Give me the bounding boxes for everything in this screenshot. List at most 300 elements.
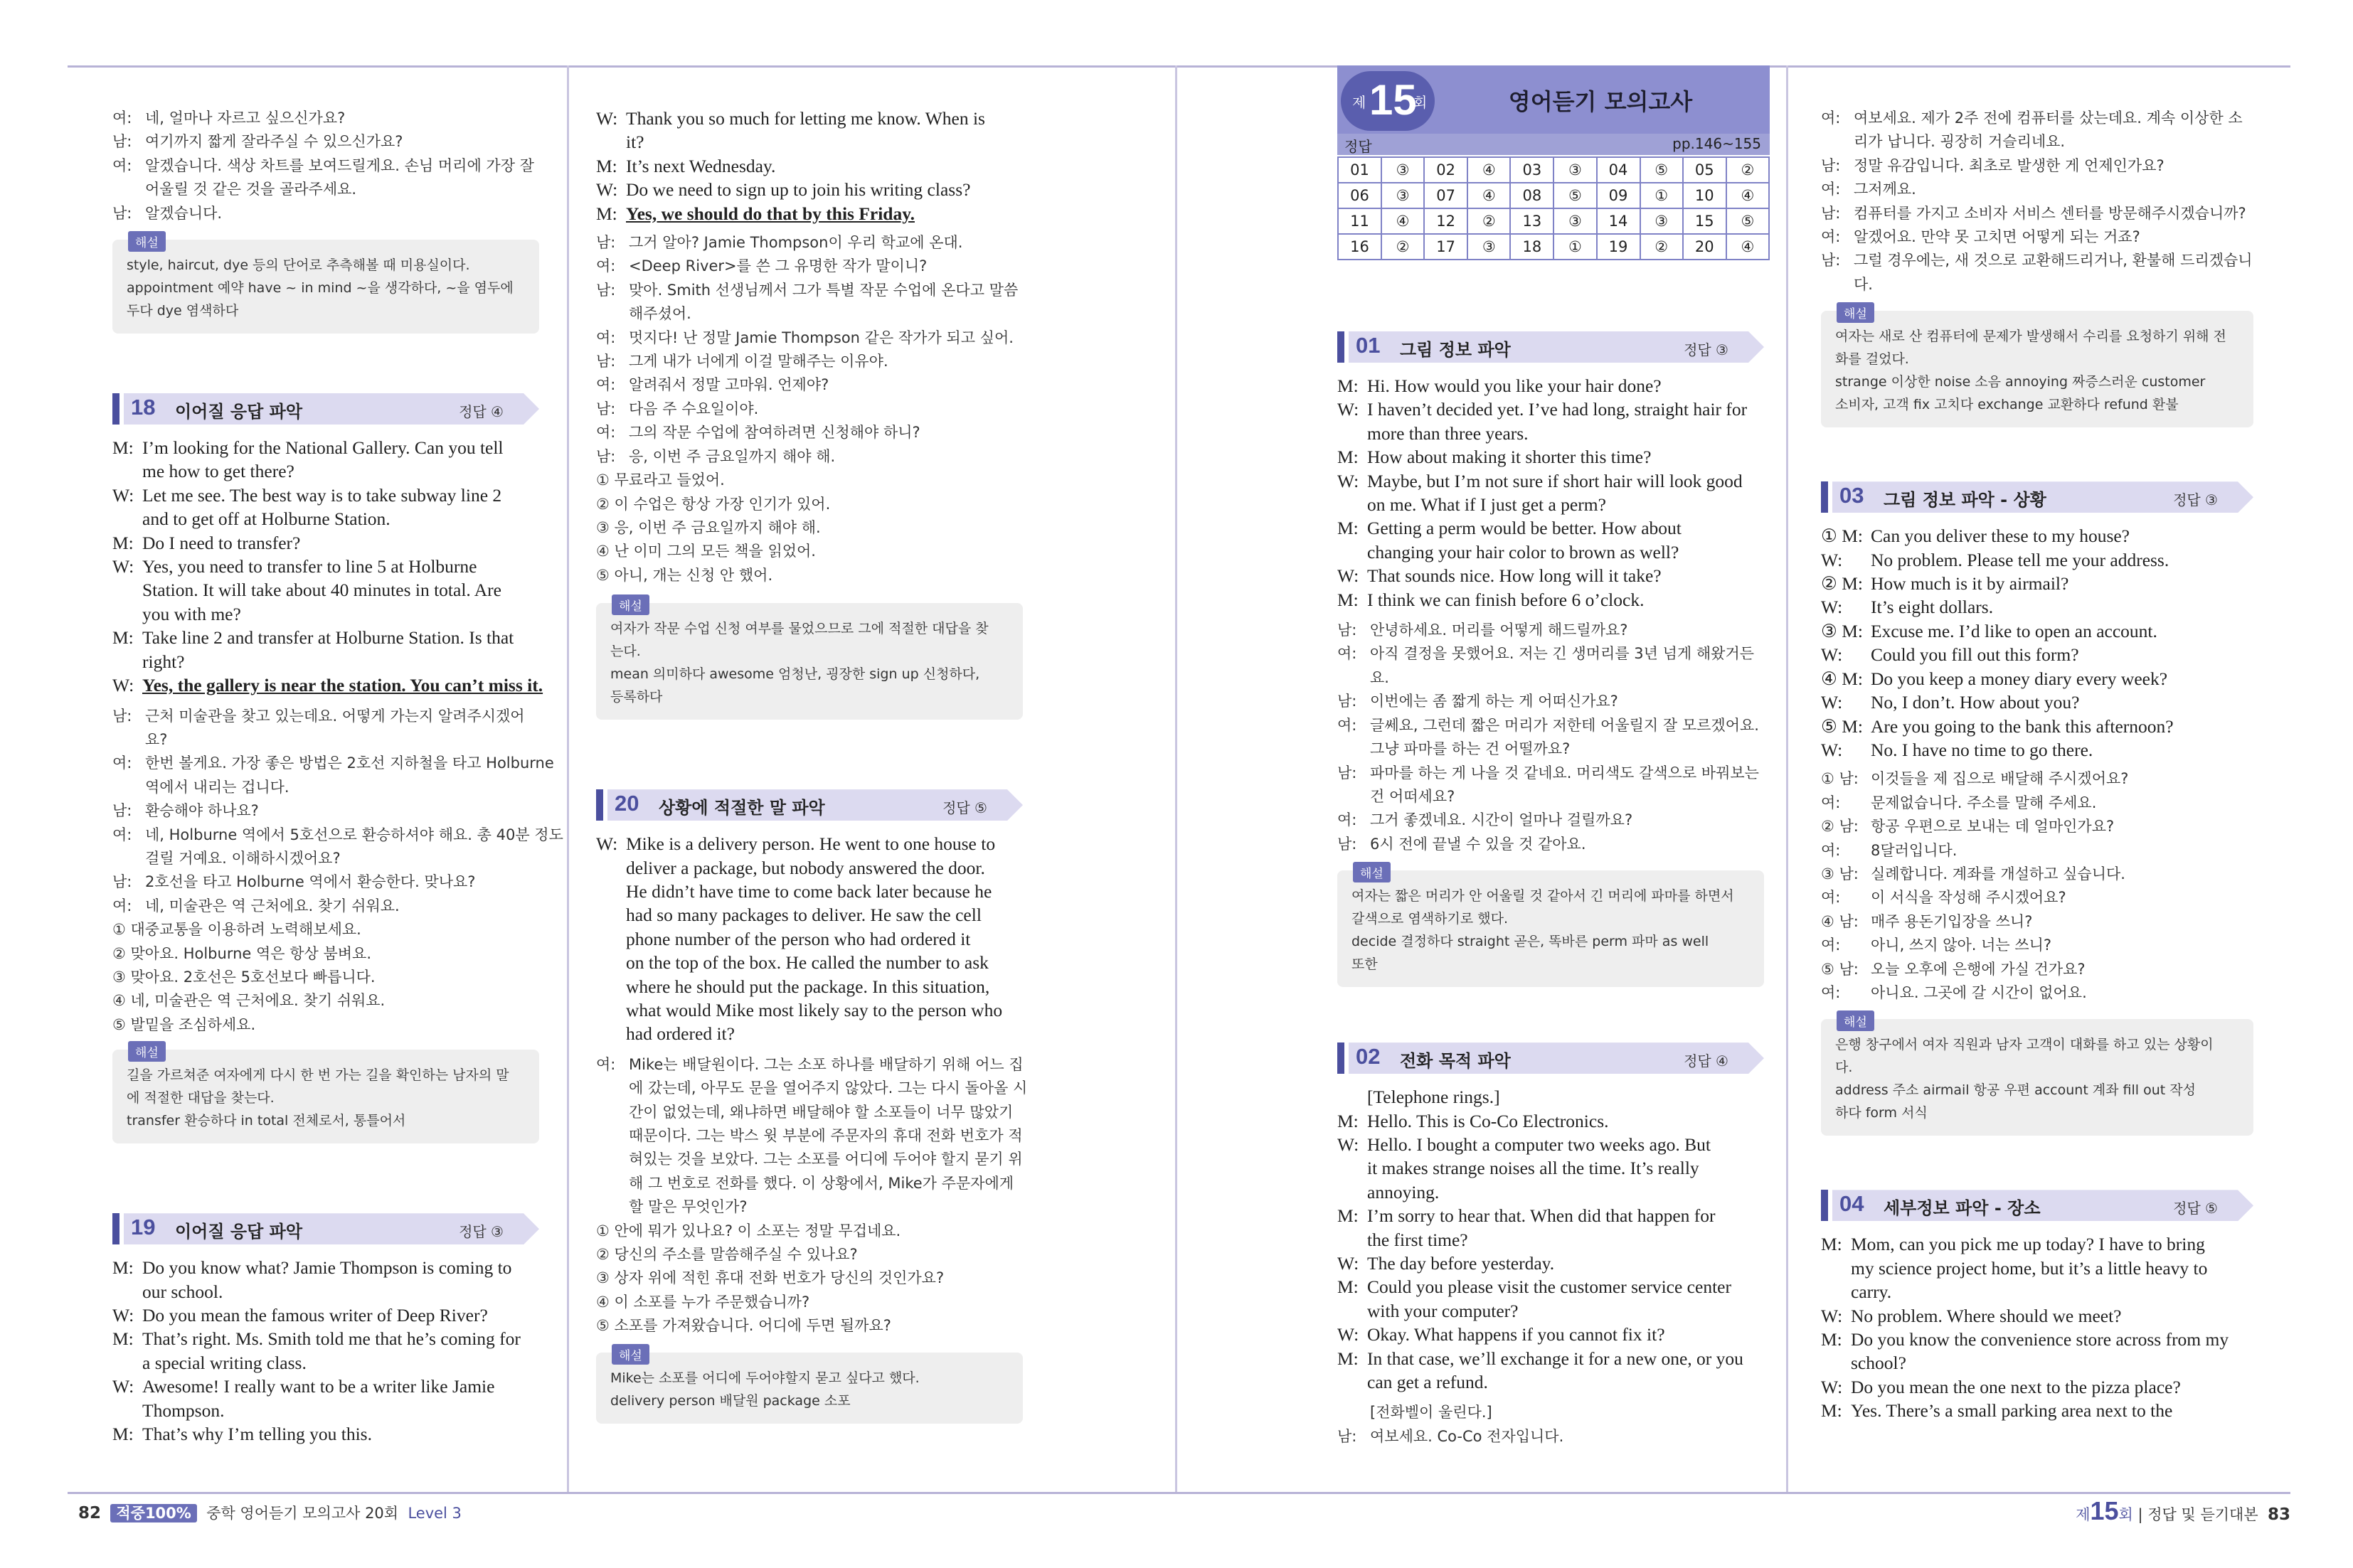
dialogue-line bbox=[112, 1327, 539, 1350]
line-text: Excuse me. I’d like to open an account. bbox=[1871, 620, 2157, 641]
dialogue-line bbox=[1337, 1347, 1764, 1370]
line-text: Could you please visit the customer service center bbox=[1367, 1276, 1731, 1298]
dialogue-line bbox=[1821, 1280, 2253, 1303]
dialogue-line bbox=[112, 1375, 539, 1398]
dialogue-line bbox=[1821, 886, 2253, 910]
dialogue-line bbox=[596, 350, 1023, 373]
dialogue-line bbox=[1821, 981, 2253, 1005]
speaker-label: ② 남: bbox=[1821, 818, 1859, 836]
speaker-label: ③ 남: bbox=[1821, 865, 1859, 882]
answer-choice: ③ bbox=[1640, 208, 1683, 234]
answer-choice: ② bbox=[1640, 234, 1683, 260]
explanation-box bbox=[596, 1348, 1023, 1424]
explanation-box bbox=[596, 599, 1023, 720]
line-text: 그의 작문 수업에 참여하려면 신청해야 하니? bbox=[629, 424, 920, 442]
answer-choice: ④ bbox=[1467, 183, 1510, 208]
speaker-label: W: bbox=[596, 108, 618, 129]
level-label: Level 3 bbox=[408, 1505, 462, 1522]
speaker-label: M: bbox=[1821, 1400, 1842, 1422]
speaker-label bbox=[596, 1172, 629, 1195]
speaker-label bbox=[112, 728, 145, 752]
line-text: on me. What if I just get a perm? bbox=[1367, 494, 1606, 516]
line-text: 알겠습니다. 색상 차트를 보여드릴게요. 손님 머리에 가장 잘 bbox=[145, 156, 534, 174]
vocabulary-line: transfer 환승하다 in total 전체로서, 통틀어서 bbox=[127, 1113, 406, 1129]
line-text: my science project home, but it’s a little heavy to bbox=[1851, 1257, 2208, 1279]
dialogue-line bbox=[1821, 1351, 2253, 1375]
speaker-label bbox=[1337, 540, 1367, 564]
line-text: 건 어떠세요? bbox=[1370, 787, 1455, 805]
dialogue-line bbox=[1821, 667, 2253, 690]
line-text: 6시 전에 끝낼 수 있을 것 같아요. bbox=[1370, 835, 1586, 853]
correct-answer: 정답 ③ bbox=[459, 1223, 504, 1241]
dialogue-line bbox=[1821, 249, 2253, 272]
speaker-label: M: bbox=[112, 1424, 134, 1445]
line-text: [전화벨이 울린다.] bbox=[1370, 1404, 1492, 1422]
dialogue-line bbox=[112, 1256, 539, 1279]
dialogue-line bbox=[112, 1422, 539, 1446]
vocabulary-line: 두다 dye 염색하다 bbox=[127, 303, 239, 319]
answer-label: 정답 bbox=[1344, 138, 1372, 155]
line-text: 오늘 오후에 은행에 가실 건가요? bbox=[1871, 960, 2086, 978]
section-title: 그림 정보 파악 bbox=[1400, 340, 1511, 360]
speaker-label bbox=[596, 951, 626, 974]
line-text: [Telephone rings.] bbox=[1367, 1087, 1500, 1108]
line-text: phone number of the person who had ordered it bbox=[626, 928, 971, 949]
page-range: pp.146~155 bbox=[1672, 135, 1761, 152]
dialogue-line bbox=[1821, 548, 2253, 572]
line-text: Awesome! I really want to be a writer like Jamie bbox=[142, 1376, 495, 1397]
line-text: No problem. Please tell me your address. bbox=[1871, 549, 2169, 570]
answer-choice: ③ bbox=[1553, 157, 1596, 183]
answer-option: ④ 네, 미술관은 역 근처에요. 찾기 쉬워요. bbox=[112, 992, 386, 1010]
speaker-label: M: bbox=[112, 1257, 134, 1279]
line-text: Mike is a delivery person. He went to one house to bbox=[626, 833, 996, 855]
speaker-label: W: bbox=[1821, 644, 1843, 666]
dialogue-line bbox=[596, 903, 1023, 927]
dialogue-line bbox=[1821, 690, 2253, 714]
dialogue-line bbox=[596, 1053, 1023, 1077]
line-text: 에 갔는데, 아무도 문을 열어주지 않았다. 그는 다시 돌아올 시 bbox=[629, 1079, 1028, 1097]
answer-choice: ② bbox=[1381, 234, 1424, 260]
speaker-label: 여: bbox=[112, 156, 132, 174]
speaker-label: 여: bbox=[1821, 983, 1841, 1001]
dialogue-line bbox=[1337, 714, 1764, 737]
line-text: 그거 알아? Jamie Thompson이 우리 학교에 온대. bbox=[629, 234, 963, 252]
dialogue-line bbox=[1337, 833, 1764, 856]
dialogue-line bbox=[112, 728, 539, 752]
dialogue-line bbox=[1821, 1399, 2253, 1422]
dialogue-line bbox=[1821, 715, 2253, 738]
column-divider bbox=[567, 65, 569, 1492]
line-text: It’s next Wednesday. bbox=[626, 155, 776, 176]
footer-left bbox=[78, 1502, 462, 1523]
explanation-text: Mike는 소포를 어디에 두어야할지 묻고 싶다고 했다. bbox=[610, 1370, 920, 1386]
speaker-label: 여: bbox=[112, 754, 132, 772]
speaker-label bbox=[1337, 737, 1370, 761]
line-text: 이 서식을 작성해 주시겠어요? bbox=[1871, 889, 2066, 907]
line-text: Do you mean the one next to the pizza place? bbox=[1851, 1376, 2181, 1397]
speaker-label bbox=[112, 1399, 142, 1422]
speaker-label: W: bbox=[112, 484, 134, 506]
answer-choice: ④ bbox=[1726, 183, 1769, 208]
speaker-label bbox=[596, 1148, 629, 1171]
dialogue-line bbox=[1337, 469, 1764, 493]
answer-option: ③ 맞아요. 2호선은 5호선보다 빠릅니다. bbox=[112, 968, 376, 986]
dialogue-line bbox=[1337, 1228, 1764, 1252]
line-text: 문제없습니다. 주소를 말해 주세요. bbox=[1871, 794, 2097, 811]
speaker-label bbox=[1337, 1228, 1367, 1252]
line-text: 한번 볼게요. 가장 좋은 방법은 2호선 지하철을 타고 Holburne bbox=[145, 754, 554, 772]
answer-choice: ① bbox=[1553, 234, 1596, 260]
speaker-label: ⑤ M: bbox=[1821, 715, 1863, 737]
line-text: 네, 미술관은 역 근처에요. 찾기 쉬워요. bbox=[145, 897, 400, 914]
answer-option: ③ 응, 이번 주 금요일까지 해야 해. bbox=[596, 518, 821, 536]
dialogue-line bbox=[1337, 1109, 1764, 1133]
answer-option: ⑤ 소포를 가져왔습니다. 어디에 두면 될까요? bbox=[596, 1317, 891, 1335]
answer-choice: ② bbox=[1726, 157, 1769, 183]
dialogue-line bbox=[1821, 1328, 2253, 1351]
answer-choice: ④ bbox=[1726, 234, 1769, 260]
line-text: 요? bbox=[145, 730, 168, 748]
speaker-label bbox=[112, 650, 142, 673]
speaker-label bbox=[1337, 1299, 1367, 1323]
section-bar bbox=[1821, 1190, 1828, 1221]
line-text: 다음 주 수요일이야. bbox=[629, 400, 759, 417]
speaker-label bbox=[1337, 1085, 1367, 1109]
dialogue-line bbox=[1821, 910, 2253, 934]
line-text: it makes strange noises all the time. It’s really bbox=[1367, 1158, 1699, 1179]
line-text: No, I don’t. How about you? bbox=[1871, 692, 2080, 713]
explanation-text: 여자가 작문 수업 신청 여부를 물었으므로 그에 적절한 대답을 찾 bbox=[610, 621, 989, 637]
dialogue-line bbox=[112, 1399, 539, 1422]
line-text: Do you know the convenience store across from my bbox=[1851, 1329, 2229, 1350]
section-19-header bbox=[112, 1213, 539, 1244]
speaker-label: M: bbox=[112, 437, 134, 459]
dialogue-line bbox=[112, 602, 539, 626]
answer-option: ④ 이 소포를 누가 주문했습니까? bbox=[596, 1293, 810, 1311]
dialogue-line bbox=[1337, 516, 1764, 540]
speaker-label: 남: bbox=[1337, 693, 1357, 710]
dialogue-line bbox=[1337, 1085, 1764, 1109]
speaker-label: 여: bbox=[112, 110, 132, 127]
speaker-label: 남: bbox=[112, 873, 132, 891]
speaker-label: M: bbox=[1337, 589, 1359, 610]
line-text: How much is it by airmail? bbox=[1871, 573, 2069, 594]
dialogue-line bbox=[1821, 863, 2253, 886]
answer-choice: ③ bbox=[1381, 157, 1424, 183]
speaker-label: W: bbox=[112, 1305, 134, 1326]
speaker-label: M: bbox=[1337, 1110, 1359, 1131]
speaker-label bbox=[112, 178, 145, 201]
question-number: 12 bbox=[1424, 208, 1467, 234]
vocabulary-line: 소비자, 고객 fix 고치다 exchange 교환하다 refund 환불 bbox=[1835, 397, 2179, 413]
dialogue-line bbox=[1337, 540, 1764, 564]
speaker-label: W: bbox=[1821, 692, 1843, 713]
dialogue-line bbox=[112, 531, 539, 555]
speaker-label: 여: bbox=[1821, 889, 1841, 907]
speaker-label: 여: bbox=[112, 897, 132, 914]
line-text: 여기까지 짧게 잘라주실 수 있으신가요? bbox=[145, 133, 403, 151]
speaker-label: ④ M: bbox=[1821, 668, 1863, 689]
speaker-label: 여: bbox=[1337, 811, 1357, 829]
speaker-label bbox=[596, 880, 626, 903]
dialogue-line bbox=[596, 1148, 1023, 1171]
dialogue-line bbox=[596, 1077, 1028, 1100]
speaker-label: 여: bbox=[596, 1055, 616, 1073]
answer-choice: ⑤ bbox=[1553, 183, 1596, 208]
question-number: 06 bbox=[1338, 183, 1381, 208]
line-text: Do you know what? Jamie Thompson is coming to bbox=[142, 1257, 512, 1279]
section-number: 20 bbox=[615, 791, 639, 816]
dialogue-line bbox=[596, 975, 1023, 998]
dialogue-line bbox=[112, 650, 539, 673]
dialogue-line bbox=[1821, 107, 2253, 130]
speaker-label: 남: bbox=[1337, 835, 1357, 853]
speaker-label bbox=[112, 578, 142, 602]
line-text: 파마를 하는 게 나을 것 같네요. 머리색도 갈색으로 바꿔보는 bbox=[1370, 764, 1759, 782]
dialogue-line bbox=[1821, 958, 2253, 981]
line-text: 간이 없었는데, 왜냐하면 배달해야 할 소포들이 너무 많았기 bbox=[629, 1103, 1014, 1121]
line-text: 아직 결정을 못했어요. 저는 긴 생머리를 3년 넘게 해왔거든 bbox=[1370, 645, 1755, 663]
explanation-text: style, haircut, dye 등의 단어로 추측해볼 때 미용실이다. bbox=[127, 257, 470, 274]
question-number: 11 bbox=[1338, 208, 1381, 234]
dialogue-line bbox=[112, 507, 539, 530]
line-text: Do we need to sign up to join his writing class? bbox=[626, 179, 971, 201]
speaker-label: M: bbox=[1337, 1348, 1359, 1369]
question-number: 02 bbox=[1424, 157, 1467, 183]
page-number-left: 82 bbox=[78, 1504, 102, 1522]
line-text: 실례합니다. 계좌를 개설하고 싶습니다. bbox=[1871, 865, 2125, 882]
bottom-rule bbox=[68, 1492, 2290, 1494]
explanation-tag: 해설 bbox=[612, 594, 649, 615]
speaker-label bbox=[1337, 666, 1370, 690]
line-text: Yes, the gallery is near the station. You can’t miss it. bbox=[142, 675, 543, 696]
dialogue-line bbox=[1337, 1299, 1764, 1323]
dialogue-line bbox=[1337, 619, 1764, 642]
explanation-text: 은행 창구에서 여자 직원과 남자 고객이 대화를 하고 있는 상황이 bbox=[1835, 1037, 2214, 1053]
speaker-label: 여: bbox=[1821, 110, 1841, 127]
line-text: Can you deliver these to my house? bbox=[1871, 526, 2130, 547]
dialogue-line bbox=[1821, 225, 2253, 249]
line-text: the first time? bbox=[1367, 1229, 1468, 1250]
dialogue-line bbox=[596, 398, 1023, 421]
section-bar bbox=[596, 789, 603, 821]
dialogue-line bbox=[1821, 1257, 2253, 1280]
line-text: Station. It will take about 40 minutes in total. Are bbox=[142, 580, 501, 601]
speaker-label: 남: bbox=[596, 281, 616, 299]
dialogue-line bbox=[1821, 643, 2253, 666]
section-bar bbox=[1337, 1042, 1344, 1074]
dialogue-line bbox=[1337, 785, 1764, 809]
column-4 bbox=[1821, 107, 2253, 1423]
dialogue-line bbox=[1337, 1133, 1764, 1156]
line-text: 아니요. 그곳에 갈 시간이 없어요. bbox=[1871, 983, 2087, 1001]
dialogue-line bbox=[1337, 1180, 1764, 1204]
explanation-text: 화를 걸었다. bbox=[1835, 351, 1909, 368]
dialogue-line bbox=[1337, 762, 1764, 785]
speaker-label: W: bbox=[112, 1376, 134, 1397]
speaker-label bbox=[1821, 273, 1854, 297]
speaker-label: 남: bbox=[596, 234, 616, 252]
speaker-label: W: bbox=[112, 675, 134, 696]
speaker-label: M: bbox=[1337, 447, 1359, 468]
page-number-right: 83 bbox=[2267, 1505, 2290, 1524]
speaker-label: ① M: bbox=[1821, 526, 1863, 547]
line-text: annoying. bbox=[1367, 1181, 1440, 1202]
dialogue-line bbox=[596, 927, 1023, 951]
section-bar bbox=[1337, 331, 1344, 363]
dialogue-line bbox=[112, 799, 539, 823]
correct-answer: 정답 ③ bbox=[1684, 341, 1728, 358]
explanation-tag: 해설 bbox=[128, 231, 166, 252]
explanation-tag: 해설 bbox=[1837, 1010, 1874, 1031]
dialogue-line bbox=[1337, 445, 1764, 469]
dialogue-line bbox=[596, 1172, 1023, 1195]
section-title: 이어질 응답 파악 bbox=[175, 1222, 302, 1242]
line-text: Okay. What happens if you cannot fix it? bbox=[1367, 1324, 1665, 1345]
answer-choice: ⑤ bbox=[1640, 157, 1683, 183]
speaker-label: M: bbox=[1337, 1276, 1359, 1298]
section-title: 그림 정보 파악 - 상황 bbox=[1884, 490, 2046, 511]
speaker-label: 남: bbox=[112, 204, 132, 222]
dialogue-line bbox=[112, 154, 539, 178]
line-text: That’s why I’m telling you this. bbox=[142, 1424, 372, 1445]
speaker-label: M: bbox=[112, 627, 134, 649]
dialogue-line bbox=[1337, 374, 1764, 398]
test-number: 15 bbox=[2090, 1496, 2119, 1525]
explanation-text: 길을 가르쳐준 여자에게 다시 한 번 가는 길을 확인하는 남자의 말 bbox=[127, 1067, 509, 1084]
section-number: 03 bbox=[1839, 483, 1864, 508]
speaker-label bbox=[112, 1351, 142, 1375]
dialogue-line bbox=[1337, 1401, 1764, 1424]
speaker-label bbox=[1337, 1156, 1367, 1180]
speaker-label: M: bbox=[596, 155, 617, 176]
brand-badge: 적중100% bbox=[110, 1504, 196, 1522]
section-04-header bbox=[1821, 1190, 2253, 1221]
line-text: where he should put the package. In this situation, bbox=[626, 976, 990, 997]
dialogue-line bbox=[1337, 666, 1764, 690]
line-text: Hello. This is Co-Co Electronics. bbox=[1367, 1110, 1609, 1131]
speaker-label: M: bbox=[1337, 1205, 1359, 1227]
line-text: 그게 내가 너에게 이걸 말해주는 이유야. bbox=[629, 353, 888, 370]
speaker-label: W: bbox=[112, 556, 134, 577]
vocabulary-line: strange 이상한 noise 소음 annoying 짜증스러운 customer bbox=[1835, 374, 2206, 390]
line-text: 8달러입니다. bbox=[1871, 841, 1958, 859]
line-text: Do I need to transfer? bbox=[142, 532, 301, 553]
line-text: 글쎄요, 그런데 짧은 머리가 저한테 어울릴지 잘 모르겠어요. bbox=[1370, 716, 1759, 734]
line-text: 항공 우편으로 보내는 데 얼마인가요? bbox=[1871, 818, 2115, 836]
line-text: Do you mean the famous writer of Deep River? bbox=[142, 1305, 488, 1326]
dialogue-line bbox=[1337, 564, 1764, 587]
section-number: 18 bbox=[131, 395, 156, 420]
top-rule-left bbox=[68, 65, 1341, 68]
speaker-label: 남: bbox=[1337, 764, 1357, 782]
speaker-label bbox=[1337, 785, 1370, 809]
line-text: 환승해야 하나요? bbox=[145, 802, 259, 820]
explanation-tag: 해설 bbox=[128, 1041, 166, 1062]
dialogue-line bbox=[1821, 130, 2253, 154]
speaker-label bbox=[596, 975, 626, 998]
line-text: 맞아. Smith 선생님께서 그가 특별 작문 수업에 온다고 말씀 bbox=[629, 281, 1019, 299]
vocabulary-line: 하다 form 서식 bbox=[1835, 1105, 1928, 1121]
dialogue-line bbox=[1821, 595, 2253, 619]
dialogue-line bbox=[1337, 737, 1764, 761]
line-text: It’s eight dollars. bbox=[1871, 597, 1994, 618]
speaker-label: ⑤ 남: bbox=[1821, 960, 1859, 978]
answer-choice: ④ bbox=[1381, 208, 1424, 234]
speaker-label bbox=[112, 459, 142, 483]
test-number-badge bbox=[1341, 71, 1435, 131]
speaker-label bbox=[1337, 1370, 1367, 1394]
dialogue-line bbox=[112, 1303, 539, 1327]
speaker-label: ② M: bbox=[1821, 573, 1863, 594]
speaker-label: W: bbox=[1821, 1376, 1843, 1397]
dialogue-line bbox=[112, 459, 539, 483]
test-prefix: 제 bbox=[2076, 1506, 2091, 1523]
line-text: How about making it shorter this time? bbox=[1367, 447, 1652, 468]
speaker-label: W: bbox=[1821, 739, 1843, 760]
speaker-label: 여: bbox=[596, 424, 616, 442]
line-text: deliver a package, but nobody answered the door. bbox=[626, 857, 985, 878]
line-text: I think we can finish before 6 o’clock. bbox=[1367, 589, 1645, 610]
book-title: 중학 영어듣기 모의고사 20회 bbox=[206, 1505, 399, 1522]
dialogue-line bbox=[596, 255, 1023, 278]
speaker-label bbox=[1821, 1257, 1851, 1280]
speaker-label: W: bbox=[1821, 1305, 1843, 1326]
speaker-label: 남: bbox=[1821, 204, 1841, 222]
line-text: 네, Holburne 역에서 5호선으로 환승하셔야 해요. 총 40분 정도 bbox=[145, 826, 563, 843]
answer-key-row bbox=[1338, 157, 1769, 183]
correct-answer: 정답 ③ bbox=[2173, 491, 2218, 509]
section-bar bbox=[112, 393, 119, 425]
explanation-tag: 해설 bbox=[612, 1344, 649, 1365]
speaker-label bbox=[596, 1124, 629, 1148]
line-text: Could you fill out this form? bbox=[1871, 644, 2079, 666]
page-gutter bbox=[1175, 65, 1177, 1492]
line-text: 리가 납니다. 굉장히 거슬리네요. bbox=[1854, 133, 2066, 151]
answer-choice: ② bbox=[1467, 208, 1510, 234]
dialogue-line bbox=[596, 445, 1023, 469]
vocabulary-line: appointment 예약 have ~ in mind ~을 생각하다, ~을 염두에 bbox=[127, 280, 514, 297]
vocabulary-line: mean 의미하다 awesome 엄청난, 굉장한 sign up 신청하다, bbox=[610, 666, 980, 683]
speaker-label: W: bbox=[1821, 549, 1843, 570]
footer-right bbox=[2076, 1496, 2290, 1526]
section-title: 상황에 적절한 말 파악 bbox=[659, 798, 825, 818]
answer-option: ② 이 수업은 항상 가장 인기가 있어. bbox=[596, 495, 831, 513]
test-suffix: 회 bbox=[2118, 1506, 2133, 1523]
correct-answer: 정답 ④ bbox=[1684, 1052, 1728, 1070]
correct-answer: 정답 ④ bbox=[459, 403, 504, 421]
answer-option: ③ 상자 위에 적힌 휴대 전화 번호가 당신의 것인가요? bbox=[596, 1269, 945, 1287]
dialogue-line bbox=[112, 1280, 539, 1303]
dialogue-line bbox=[1821, 572, 2253, 595]
line-text: with your computer? bbox=[1367, 1300, 1519, 1321]
section-01-header bbox=[1337, 331, 1764, 363]
dialogue-line bbox=[1821, 738, 2253, 762]
line-text: 멋지다! 난 정말 Jamie Thompson 같은 작가가 되고 싶어. bbox=[629, 329, 1014, 346]
speaker-label: W: bbox=[1337, 1134, 1359, 1155]
answer-option: ④ 난 이미 그의 모든 책을 읽었어. bbox=[596, 543, 816, 560]
dialogue-line bbox=[112, 626, 539, 649]
answer-option: ① 대중교통을 이용하려 노력해보세요. bbox=[112, 921, 361, 939]
dialogue-line bbox=[596, 202, 1023, 225]
dialogue-line bbox=[1821, 1304, 2253, 1328]
line-text: a special writing class. bbox=[142, 1352, 307, 1373]
line-text: No. I have no time to go there. bbox=[1871, 739, 2093, 760]
line-text: 응, 이번 주 금요일까지 해야 해. bbox=[629, 447, 836, 465]
line-text: on the top of the box. He called the number to ask bbox=[626, 952, 989, 974]
line-text: I haven’t decided yet. I’ve had long, straight hair for bbox=[1367, 399, 1748, 420]
